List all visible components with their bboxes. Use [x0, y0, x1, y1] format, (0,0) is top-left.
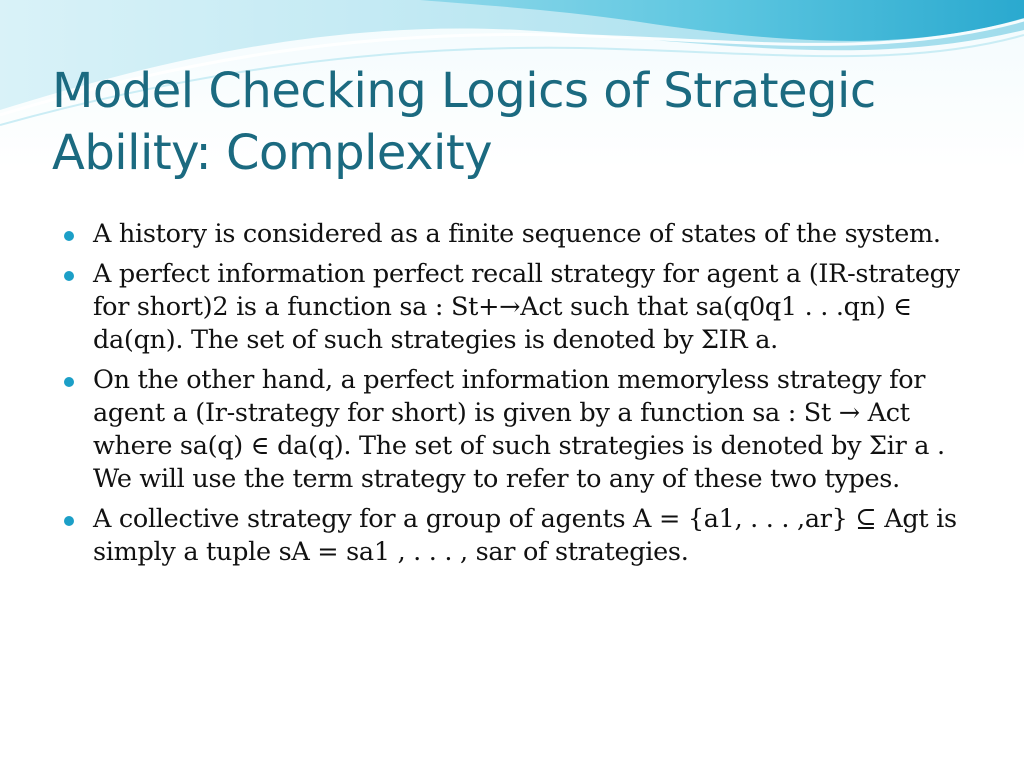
- slide-title: Model Checking Logics of Strategic Ability: Complexity: [52, 63, 876, 181]
- bullet-text: On the other hand, a perfect information memoryless strategy for agent a (Ir-strategy for short) is given by a function sa : St → Act where sa(q) ∈ da(q). The set of such strategies is denoted by Σir a . We will use the term strategy to refer to any of these two types.: [93, 365, 945, 494]
- bullet-text: A perfect information perfect recall strategy for agent a (IR-strategy for short)2 is a function sa : St+→Act such that sa(q0q1 . . .qn) ∈ da(qn). The set of such strategies is denoted by ΣIR a.: [93, 259, 960, 355]
- bullet-item: [60, 258, 965, 357]
- bullet-text: A collective strategy for a group of agents A = {a1, . . . ,ar} ⊆ Agt is simply a tuple sA = sa1 , . . . , sar of strategies.: [93, 504, 957, 567]
- bullet-text: A history is considered as a finite sequence of states of the system.: [93, 219, 941, 249]
- bullet-item: [60, 364, 965, 496]
- bullet-item: [60, 503, 965, 569]
- bullet-icon: [64, 377, 74, 387]
- bullet-icon: [64, 516, 74, 526]
- bullet-icon: [64, 231, 74, 241]
- bullet-item: [60, 218, 965, 251]
- bullet-icon: [64, 271, 74, 281]
- bullet-list: [60, 218, 965, 576]
